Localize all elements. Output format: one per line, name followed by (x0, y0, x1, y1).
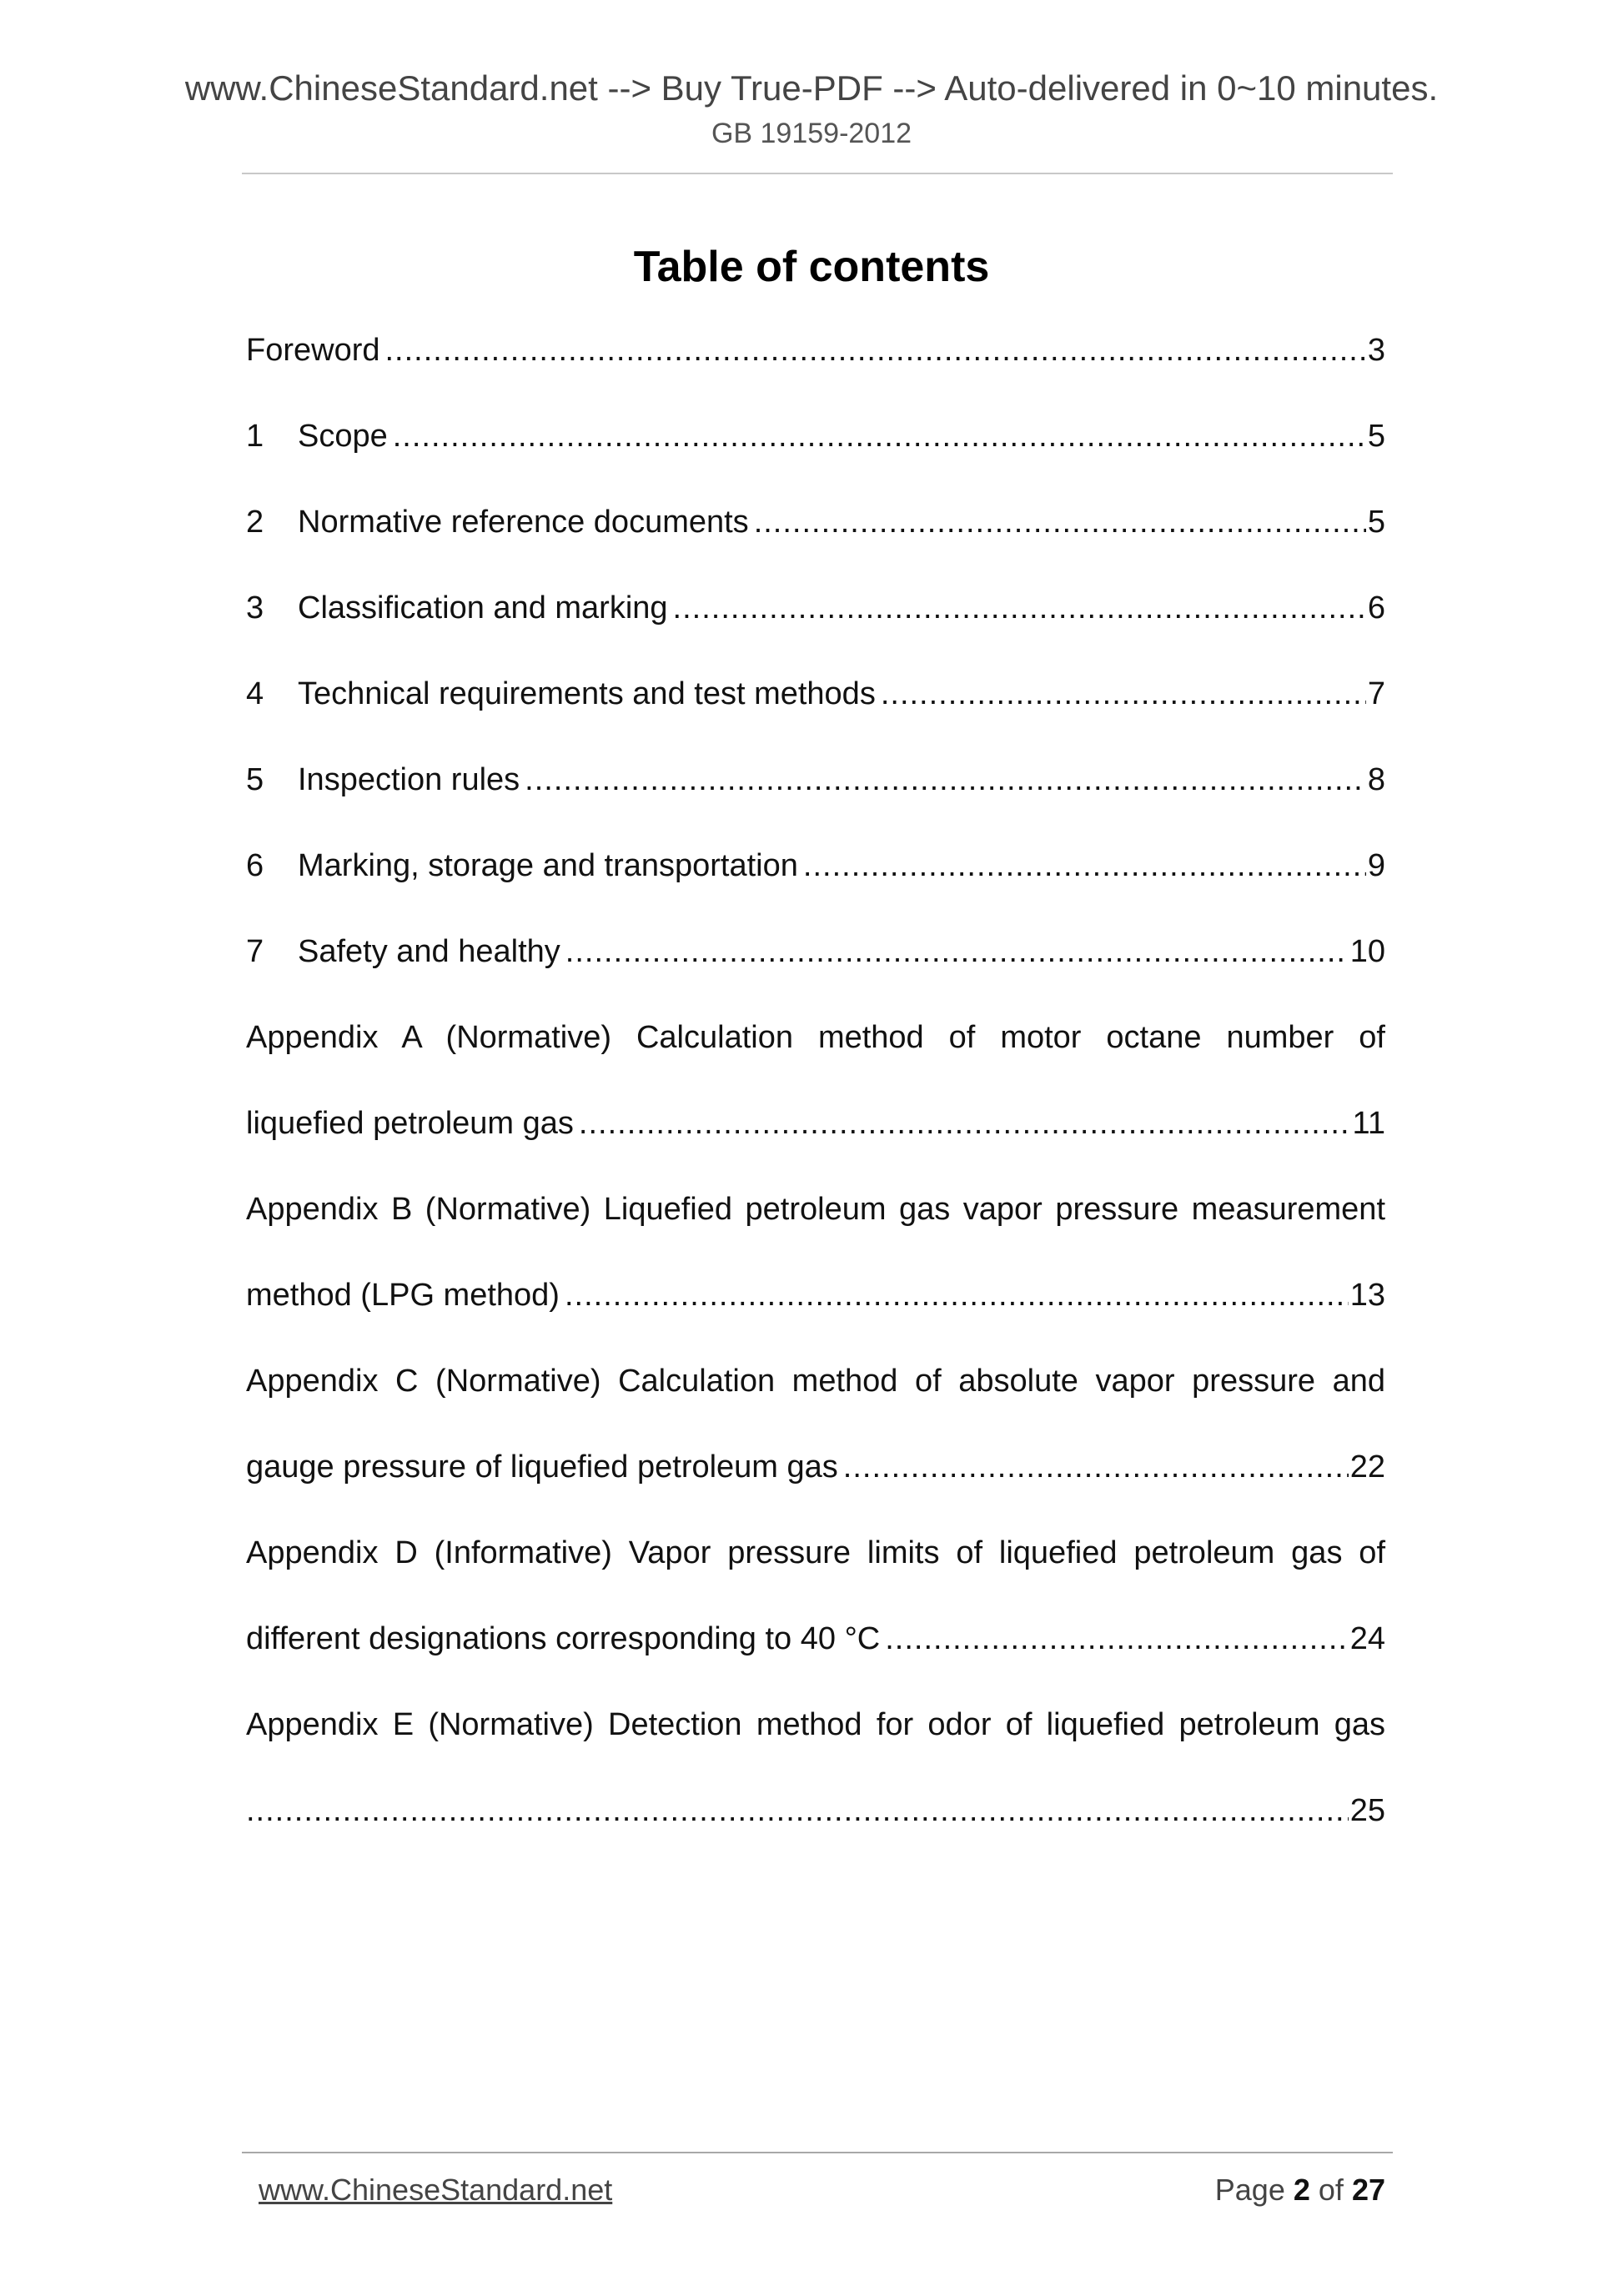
toc-entry-title-line2: method (LPG method) (246, 1278, 560, 1313)
toc-entry-title-line2: liquefied petroleum gas (246, 1106, 574, 1141)
page-current: 2 (1293, 2173, 1310, 2207)
toc-entry-title: Normative reference documents (298, 505, 749, 540)
page-label: Page (1214, 2173, 1285, 2207)
toc-entry-inspection-rules[interactable] (246, 755, 1385, 805)
toc-entry-page: 5 (1367, 419, 1385, 454)
toc-entry-title-line2-row (246, 1270, 1385, 1320)
toc-leader-dots (881, 669, 1366, 719)
toc-entry-technical-requirements[interactable] (246, 669, 1385, 719)
toc-entry-title-line2-row (246, 1614, 1385, 1664)
toc-entry-title-line2-row (246, 1098, 1385, 1148)
footer-site-link[interactable]: www.ChineseStandard.net (259, 2173, 613, 2207)
toc-entry-number: 2 (246, 505, 264, 540)
toc-entry-page: 24 (1349, 1621, 1385, 1656)
toc-leader-dots (803, 841, 1366, 891)
toc-entry-title-line2: different designations corresponding to 40 °C (246, 1621, 881, 1656)
toc-leader-dots (525, 755, 1366, 805)
toc-entry-title: Classification and marking (298, 590, 668, 625)
toc-entry-title: Foreword (246, 333, 380, 368)
standard-code: GB 19159-2012 (711, 118, 912, 149)
toc-entry-title: Scope (298, 419, 388, 454)
toc-entry-title-line1: Appendix D (Informative) Vapor pressure limits of liquefied petroleum gas of (246, 1535, 1385, 1570)
page-number (1215, 2168, 1385, 2212)
page-total: 27 (1351, 2173, 1385, 2207)
toc-leader-dots (246, 1786, 1349, 1836)
toc-entry-marking-storage[interactable] (246, 841, 1385, 891)
toc-leader-dots (393, 411, 1366, 461)
toc-entry-title: Safety and healthy (298, 934, 560, 969)
toc-entry-number: 1 (246, 419, 264, 454)
toc-entry-title: Inspection rules (298, 762, 520, 797)
toc-entry-number: 6 (246, 848, 264, 883)
toc-entry-title-line1: Appendix A (Normative) Calculation method of motor octane number of (246, 1020, 1385, 1055)
toc-leader-dots (754, 497, 1366, 547)
toc-entry-title-line1: Appendix B (Normative) Liquefied petroleum gas vapor pressure measurement (246, 1192, 1385, 1227)
toc-entry-page: 3 (1367, 333, 1385, 368)
toc-entry-scope[interactable] (246, 411, 1385, 461)
header-divider (242, 173, 1393, 174)
toc-entry-number: 5 (246, 762, 264, 797)
toc-entry-number: 4 (246, 676, 264, 711)
toc-entry-title-line2: gauge pressure of liquefied petroleum gas (246, 1449, 838, 1485)
toc-entry-classification[interactable] (246, 583, 1385, 633)
toc-entry-normative-references[interactable] (246, 497, 1385, 547)
toc-leader-dots (565, 1270, 1349, 1320)
toc-leader-dots (385, 325, 1366, 375)
toc-entry-title-line1: Appendix E (Normative) Detection method for odor of liquefied petroleum gas (246, 1707, 1385, 1742)
toc-leader-dots (885, 1614, 1349, 1664)
toc-entry-page: 6 (1367, 590, 1385, 625)
toc-entry-page: 11 (1352, 1106, 1385, 1141)
toc-entry-page: 10 (1349, 934, 1385, 969)
toc-entry-page: 22 (1349, 1449, 1385, 1485)
toc-leader-dots (565, 927, 1349, 977)
toc-entry-title-line1: Appendix C (Normative) Calculation method of absolute vapor pressure and (246, 1364, 1385, 1399)
toc-entry-number: 3 (246, 590, 264, 625)
toc-leader-dots (579, 1098, 1351, 1148)
toc-entry-safety[interactable] (246, 927, 1385, 977)
toc-leader-dots (673, 583, 1366, 633)
toc-entry-title-line2-row (246, 1786, 1385, 1836)
page-of-label: of (1318, 2173, 1344, 2207)
header-banner: www.ChineseStandard.net --> Buy True-PDF --> Auto-delivered in 0~10 minutes. (184, 68, 1439, 108)
toc-entry-page: 9 (1367, 848, 1385, 883)
footer-divider (242, 2152, 1393, 2153)
toc-entry-page: 7 (1367, 676, 1385, 711)
page-title: Table of contents (633, 243, 990, 291)
toc-leader-dots (843, 1442, 1349, 1492)
toc-entry-page: 13 (1349, 1278, 1385, 1313)
toc-entry-title-line2-row (246, 1442, 1385, 1492)
toc-entry-page: 8 (1367, 762, 1385, 797)
toc-entry-page: 25 (1349, 1793, 1385, 1828)
toc-entry-page: 5 (1367, 505, 1385, 540)
toc-entry-title: Technical requirements and test methods (298, 676, 876, 711)
toc-entry-number: 7 (246, 934, 264, 969)
toc-entry-title: Marking, storage and transportation (298, 848, 798, 883)
toc-entry-foreword[interactable] (246, 325, 1385, 375)
